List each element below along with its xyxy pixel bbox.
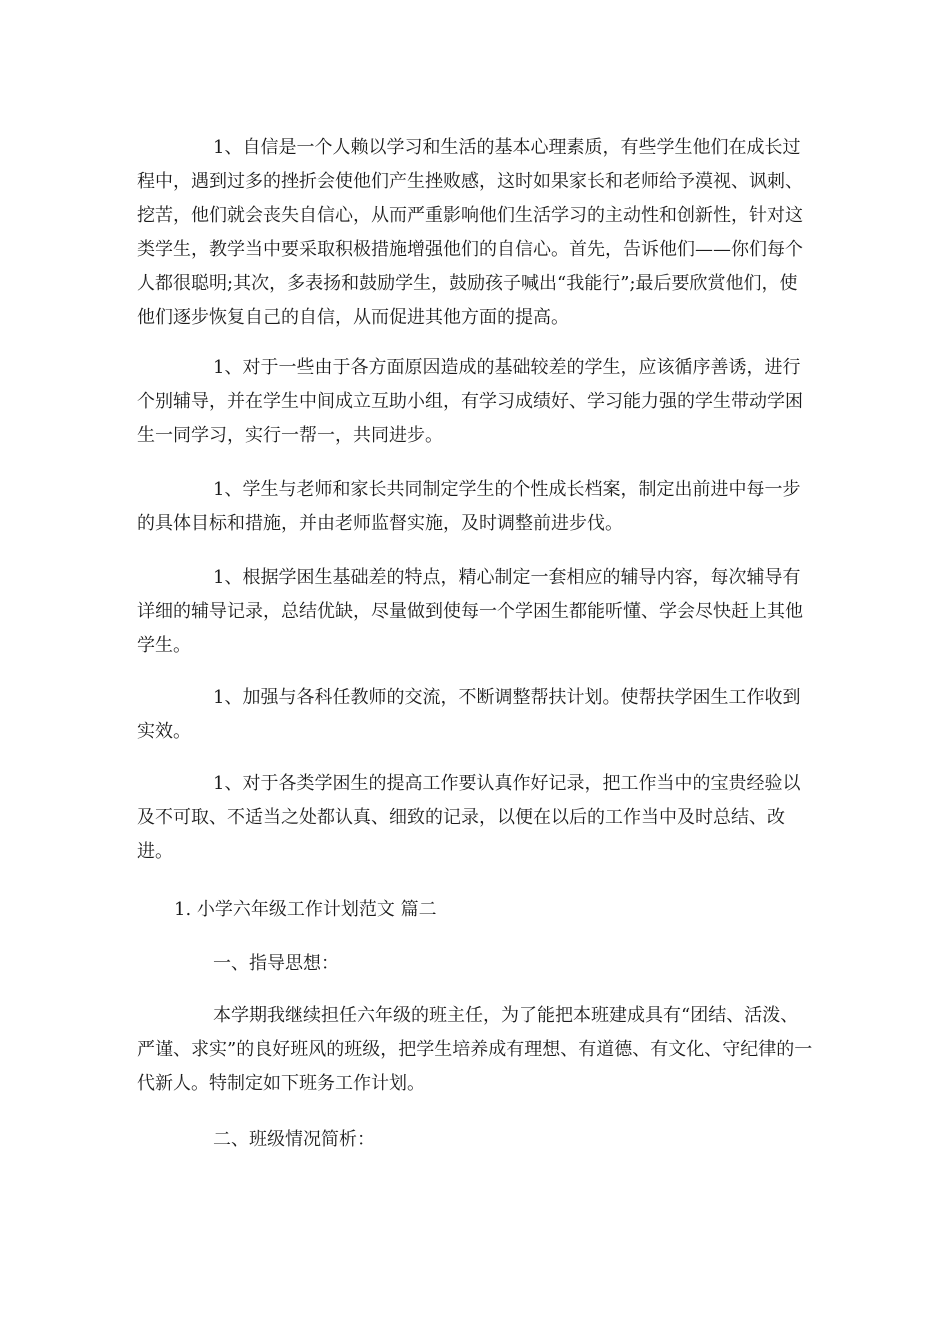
paragraph-tutoring-content: 1、根据学困生基础差的特点，精心制定一套相应的辅导内容，每次辅导有详细的辅导记录，总结优缺，尽量做到使每一个学困生都能听懂、学会尽快赶上其他学生。 xyxy=(137,567,803,656)
guiding-thought-heading: 一、指导思想： xyxy=(213,953,339,974)
section-title: 1. 小学六年级工作计划范文 篇二 xyxy=(174,899,437,920)
class-situation-heading: 二、班级情况简析： xyxy=(213,1129,375,1150)
paragraph-teacher-exchange: 1、加强与各科任教师的交流，不断调整帮扶计划。使帮扶学困生工作收到实效。 xyxy=(137,687,801,742)
paragraph-guiding-thought: 本学期我继续担任六年级的班主任，为了能把本班建成具有“团结、活泼、严谨、求实”的良好班风的班级，把学生培养成有理想、有道德、有文化、守纪律的一代新人。特制定如下班务工作计划。 xyxy=(137,1005,813,1094)
paragraph-self-confidence: 1、自信是一个人赖以学习和生活的基本心理素质，有些学生他们在成长过程中，遇到过多的挫折会使他们产生挫败感，这时如果家长和老师给予漠视、讽刺、挖苦，他们就会丧失自信心，从而严重影响他们生活学习的主动性和创新性，针对这类学生，教学当中要采取积极措施增强他们的自信心。首先，告诉他们——你们每个人都很聪明;其次，多表扬和鼓励学生，鼓励孩子喊出“我能行”;最后要欣赏他们，使他们逐步恢复自己的自信，从而促进其他方面的提高。 xyxy=(137,137,803,328)
paragraph-record-keeping: 1、对于各类学困生的提高工作要认真作好记录，把工作当中的宝贵经验以及不可取、不适当之处都认真、细致的记录，以便在以后的工作当中及时总结、改进。 xyxy=(137,773,801,862)
paragraph-individual-tutoring: 1、对于一些由于各方面原因造成的基础较差的学生，应该循序善诱，进行个别辅导，并在学生中间成立互助小组，有学习成绩好、学习能力强的学生带动学困生一同学习，实行一帮一，共同进步。 xyxy=(137,357,803,446)
paragraph-growth-file: 1、学生与老师和家长共同制定学生的个性成长档案，制定出前进中每一步的具体目标和措施，并由老师监督实施，及时调整前进步伐。 xyxy=(137,479,801,534)
